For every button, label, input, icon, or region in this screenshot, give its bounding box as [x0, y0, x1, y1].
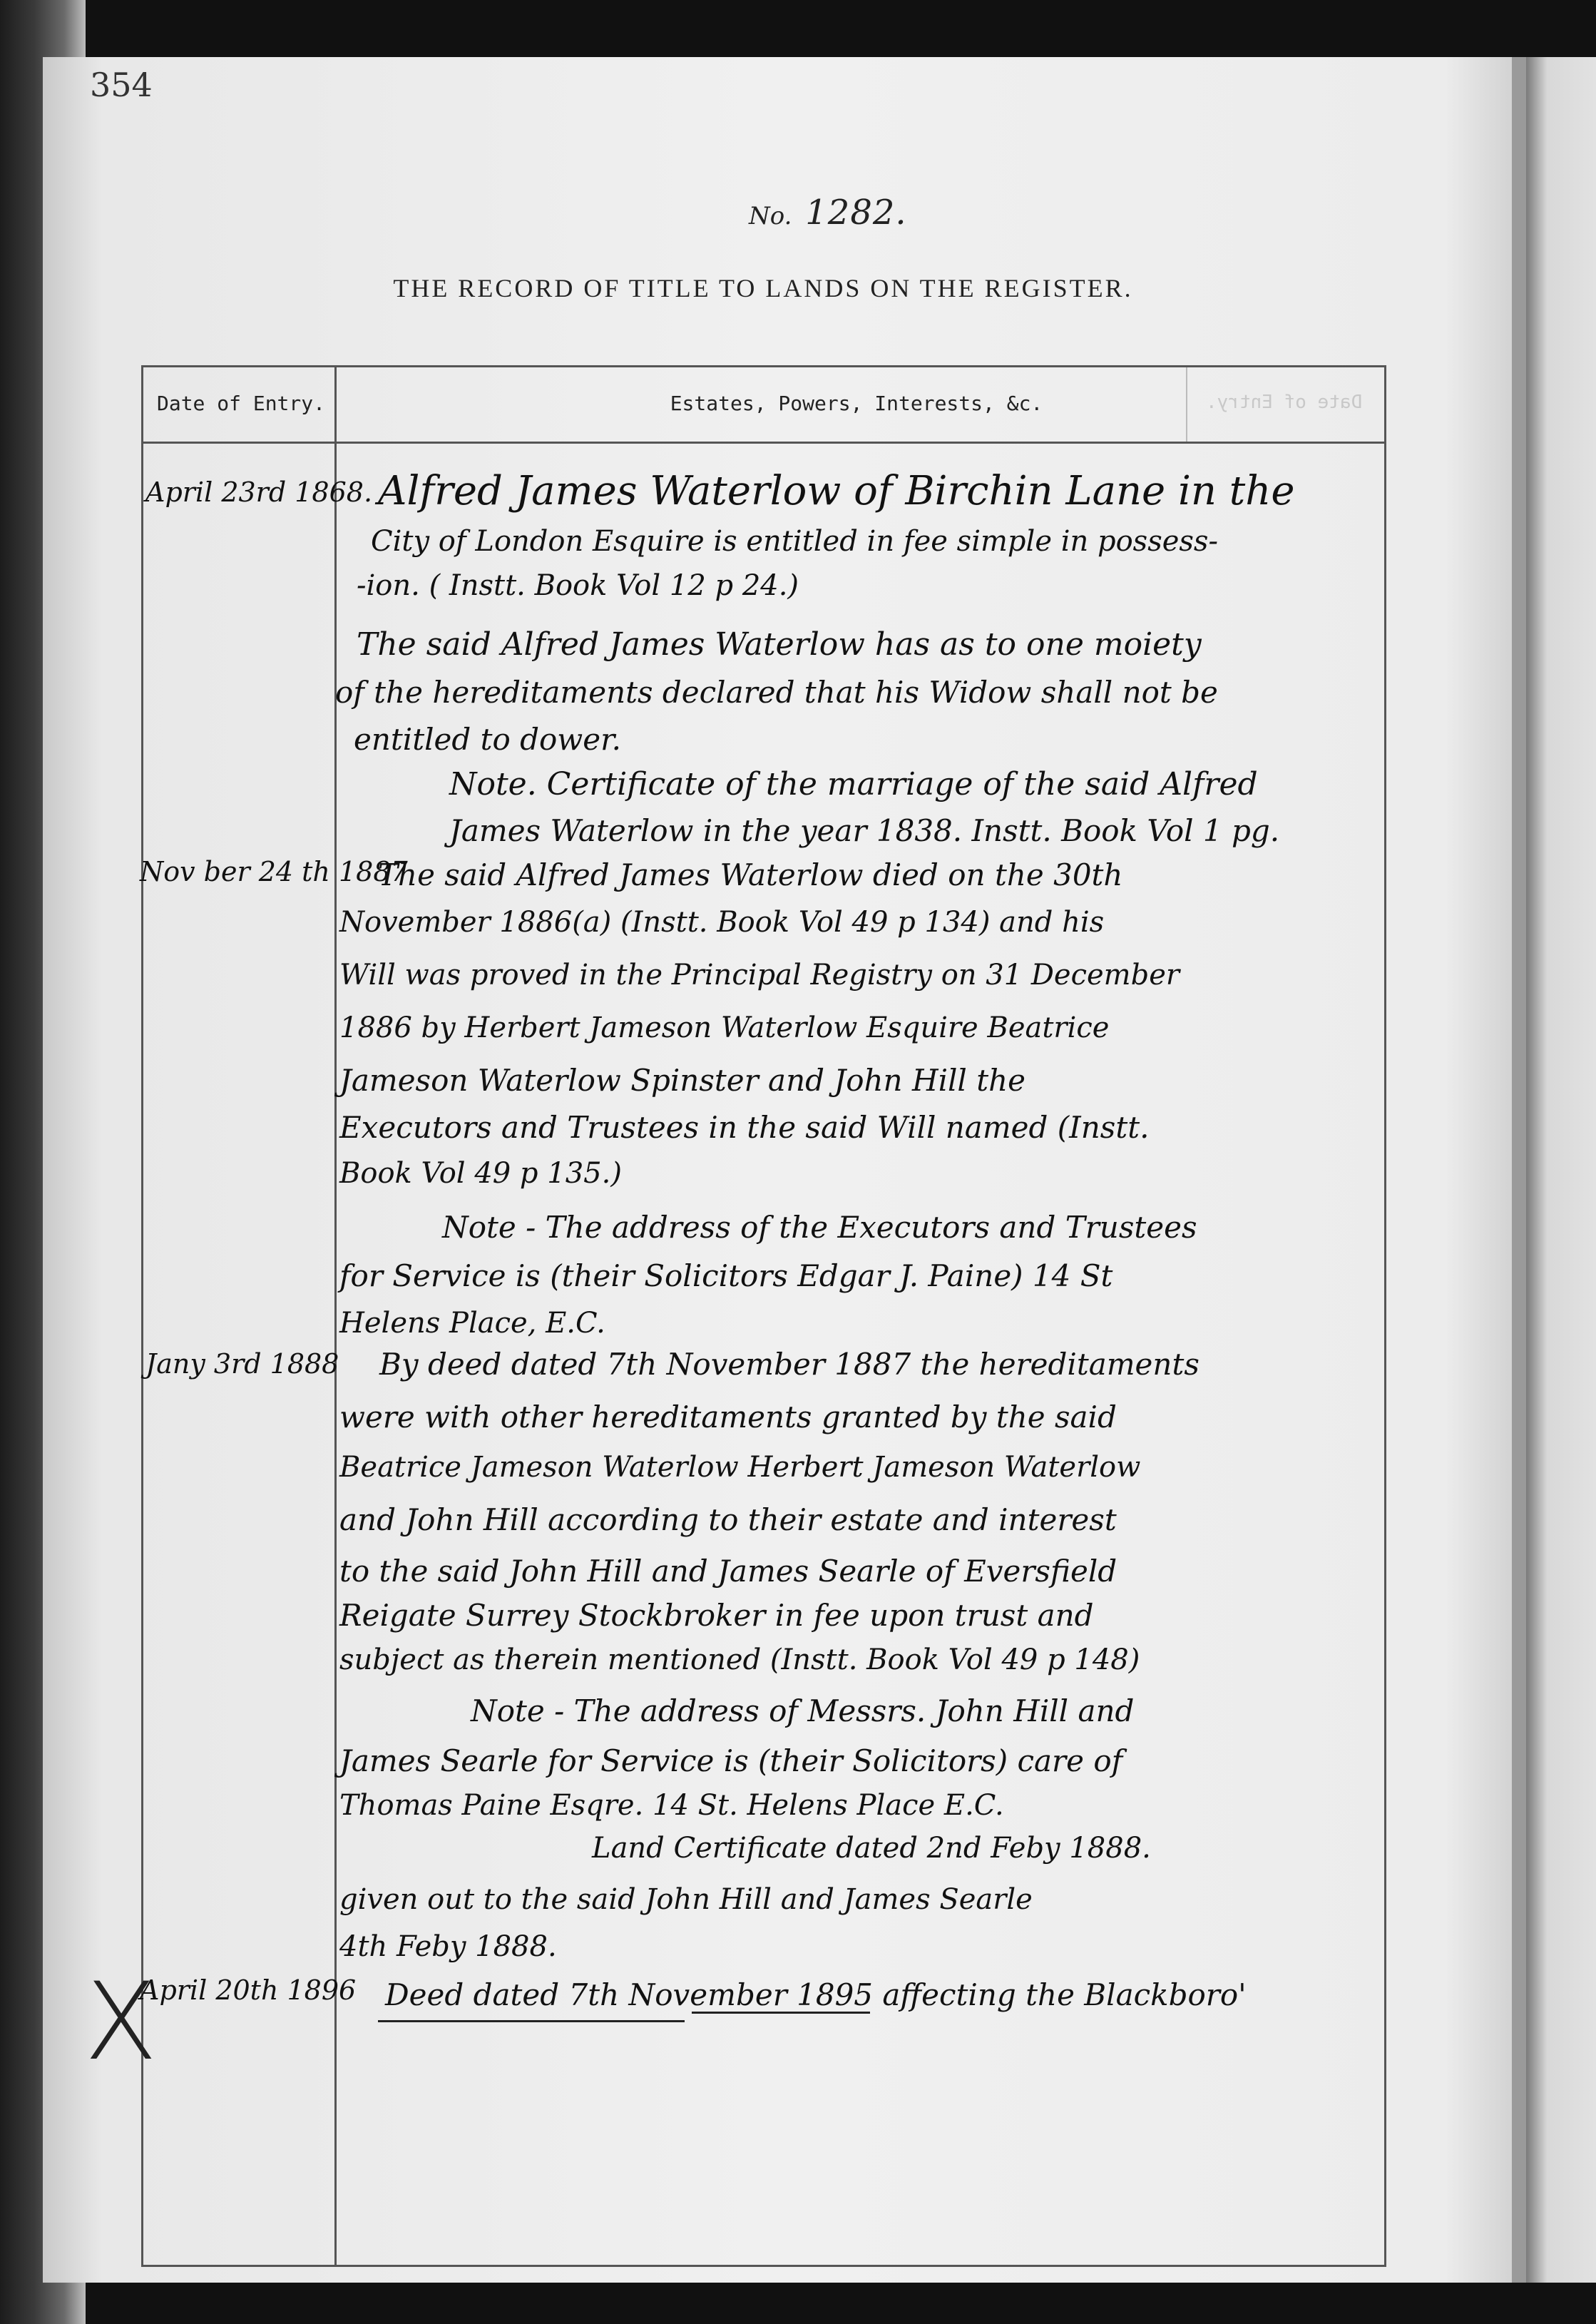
entry-line: 1886 by Herbert Jameson Waterlow Esquire Beatrice [339, 1011, 1110, 1044]
date-entry: April 20th 1896 [140, 1974, 357, 2006]
date-entry: April 23rd 1868. [145, 476, 373, 508]
entry-line: for Service is (their Solicitors Edgar J. Paine) 14 St [339, 1258, 1113, 1293]
entry-line: given out to the said John Hill and James Searle [339, 1883, 1033, 1916]
entry-line: Beatrice Jameson Waterlow Herbert Jameson Waterlow [339, 1451, 1141, 1484]
entry-line: Reigate Surrey Stockbroker in fee upon trust and [339, 1598, 1094, 1633]
record-number-value: 1282. [805, 193, 907, 233]
faint-column-rule [1186, 367, 1187, 442]
estates-column-header: Estates, Powers, Interests, &c. [670, 392, 1043, 415]
entry-line: subject as therein mentioned (Instt. Book Vol 49 p 148) [339, 1643, 1140, 1676]
entry-line: Alfred James Waterlow of Birchin Lane in the [378, 468, 1295, 514]
entry-line: Helens Place, E.C. [339, 1307, 605, 1340]
entry-line: City of London Esquire is entitled in fee simple in possess- [371, 525, 1218, 558]
entry-underline [378, 2020, 685, 2022]
page-heading: THE RECORD OF TITLE TO LANDS ON THE REGISTER. [393, 274, 1133, 302]
header-rule [143, 442, 1384, 444]
entry-line: Will was proved in the Principal Registry on 31 December [339, 959, 1180, 992]
entry-line: were with other hereditaments granted by the said [339, 1400, 1117, 1434]
entry-line: 4th Feby 1888. [339, 1930, 557, 1963]
entry-line: November 1886(a) (Instt. Book Vol 49 p 134) and his [339, 906, 1105, 939]
record-number-label: No. [749, 202, 792, 230]
date-entry: Nov ber 24 th 1887 [140, 856, 408, 887]
entry-line: By deed dated 7th November 1887 the hereditaments [379, 1347, 1199, 1382]
entry-line: James Waterlow in the year 1838. Instt. Book Vol 1 pg. [449, 813, 1280, 848]
entry-line: James Searle for Service is (their Solicitors) care of [339, 1743, 1123, 1778]
facing-page-edge [1526, 57, 1596, 2283]
date-entry: Jany 3rd 1888 [145, 1348, 339, 1380]
entry-line: -ion. ( Instt. Book Vol 12 p 24.) [357, 569, 799, 602]
entry-line: Note - The address of Messrs. John Hill and [471, 1693, 1135, 1728]
entry-line: of the hereditaments declared that his Widow shall not be [335, 675, 1218, 710]
bleed-through-text: Date of Entry. [1206, 392, 1363, 413]
page-number: 354 [90, 66, 153, 104]
date-column-header: Date of Entry. [156, 392, 325, 415]
margin-cross-mark: X [84, 1960, 158, 2084]
entry-line: Executors and Trustees in the said Will named (Instt. [339, 1110, 1150, 1145]
entry-line: Jameson Waterlow Spinster and John Hill the [339, 1063, 1026, 1098]
entry-line: and John Hill according to their estate and interest [339, 1502, 1117, 1537]
entry-line: Land Certificate dated 2nd Feby 1888. [592, 1832, 1151, 1865]
entry-line: Deed dated 7th November 1895 affecting the Blackboro' [385, 1977, 1247, 2012]
entry-line: Note - The address of the Executors and Trustees [442, 1210, 1197, 1245]
entry-underline [692, 2012, 870, 2014]
entry-line: entitled to dower. [354, 722, 621, 757]
page-edge-shadow [1512, 57, 1526, 2283]
entry-line: Book Vol 49 p 135.) [339, 1157, 622, 1190]
entry-line: to the said John Hill and James Searle of Eversfield [339, 1554, 1117, 1589]
entry-line: Thomas Paine Esqre. 14 St. Helens Place E.C. [339, 1789, 1004, 1822]
entry-line: Note. Certificate of the marriage of the said Alfred [449, 766, 1258, 802]
entry-line: The said Alfred James Waterlow died on the 30th [378, 857, 1123, 892]
entry-line: The said Alfred James Waterlow has as to one moiety [357, 626, 1202, 663]
record-number [749, 193, 907, 233]
